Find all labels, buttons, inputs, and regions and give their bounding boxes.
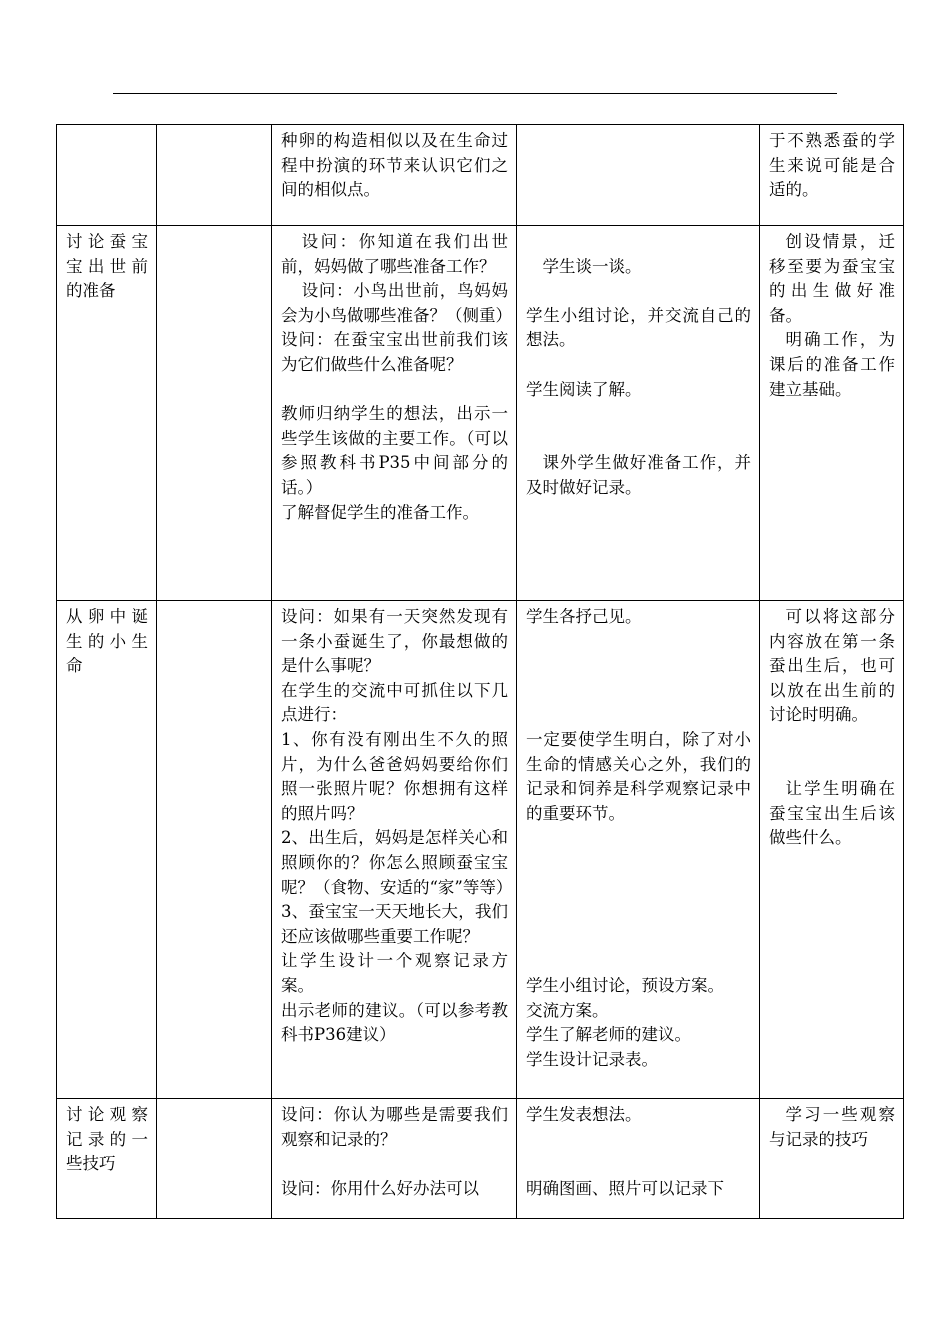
- blank-cell: [157, 601, 272, 1099]
- design-intent-cell: 可以将这部分内容放在第一条蚕出生后，也可以放在出生前的讨论时明确。 让学生明确在蚕宝宝出生后该做些什么。: [760, 601, 904, 1099]
- design-intent-cell: 创设情景，迁移至要为蚕宝宝的出生做好准备。 明确工作，为课后的准备工作建立基础。: [760, 226, 904, 601]
- design-intent-cell: 学习一些观察与记录的技巧: [760, 1099, 904, 1219]
- teacher-activity-cell: 设问：如果有一天突然发现有一条小蚕诞生了，你最想做的是什么事呢？ 在学生的交流中可抓住以下几点进行： 1、你有没有刚出生不久的照片，为什么爸爸妈妈要给你们照一张照片呢？你想拥有这样的照片吗？ 2、出生后，妈妈是怎样关心和照顾你的？你怎么照顾蚕宝宝呢？（食物、安适的“家”等等） 3、蚕宝宝一天天地长大，我们还应该做哪些重要工作呢？ 让学生设计一个观察记录方案。 出示老师的建议。（可以参考教科书P36建议）: [272, 601, 517, 1099]
- table-row: [57, 601, 904, 1099]
- student-activity-cell: 学生谈一谈。 学生小组讨论，并交流自己的想法。 学生阅读了解。 课外学生做好准备工作，并及时做好记录。: [517, 226, 760, 601]
- step-cell: [57, 125, 157, 226]
- step-cell: 讨论观察记录的一些技巧: [57, 1099, 157, 1219]
- blank-cell: [157, 226, 272, 601]
- student-activity-cell: [517, 125, 760, 226]
- table-row: [57, 226, 904, 601]
- lesson-plan-table: [56, 124, 904, 1219]
- teacher-activity-cell: 种卵的构造相似以及在生命过程中扮演的环节来认识它们之间的相似点。: [272, 125, 517, 226]
- blank-cell: [157, 125, 272, 226]
- table-row: [57, 125, 904, 226]
- student-activity-cell: 学生各抒己见。 一定要使学生明白，除了对小生命的情感关心之外，我们的记录和饲养是科学观察记录中的重要环节。 学生小组讨论，预设方案。 交流方案。 学生了解老师的建议。 学生设计记录表。: [517, 601, 760, 1099]
- table-row: [57, 1099, 904, 1219]
- teacher-activity-cell: 设问：你知道在我们出世前，妈妈做了哪些准备工作？ 设问：小鸟出世前，鸟妈妈会为小鸟做哪些准备？（侧重） 设问：在蚕宝宝出世前我们该为它们做些什么准备呢？ 教师归纳学生的想法，出示一些学生该做的主要工作。（可以参照教科书P35中间部分的话。） 了解督促学生的准备工作。: [272, 226, 517, 601]
- teacher-activity-cell: 设问：你认为哪些是需要我们观察和记录的？ 设问：你用什么好办法可以: [272, 1099, 517, 1219]
- blank-cell: [157, 1099, 272, 1219]
- design-intent-cell: 于不熟悉蚕的学生来说可能是合适的。: [760, 125, 904, 226]
- student-activity-cell: 学生发表想法。 明确图画、照片可以记录下: [517, 1099, 760, 1219]
- step-cell: 从卵中诞生的小生命: [57, 601, 157, 1099]
- step-cell: 讨论蚕宝宝出世前的准备: [57, 226, 157, 601]
- header-rule: [113, 93, 837, 94]
